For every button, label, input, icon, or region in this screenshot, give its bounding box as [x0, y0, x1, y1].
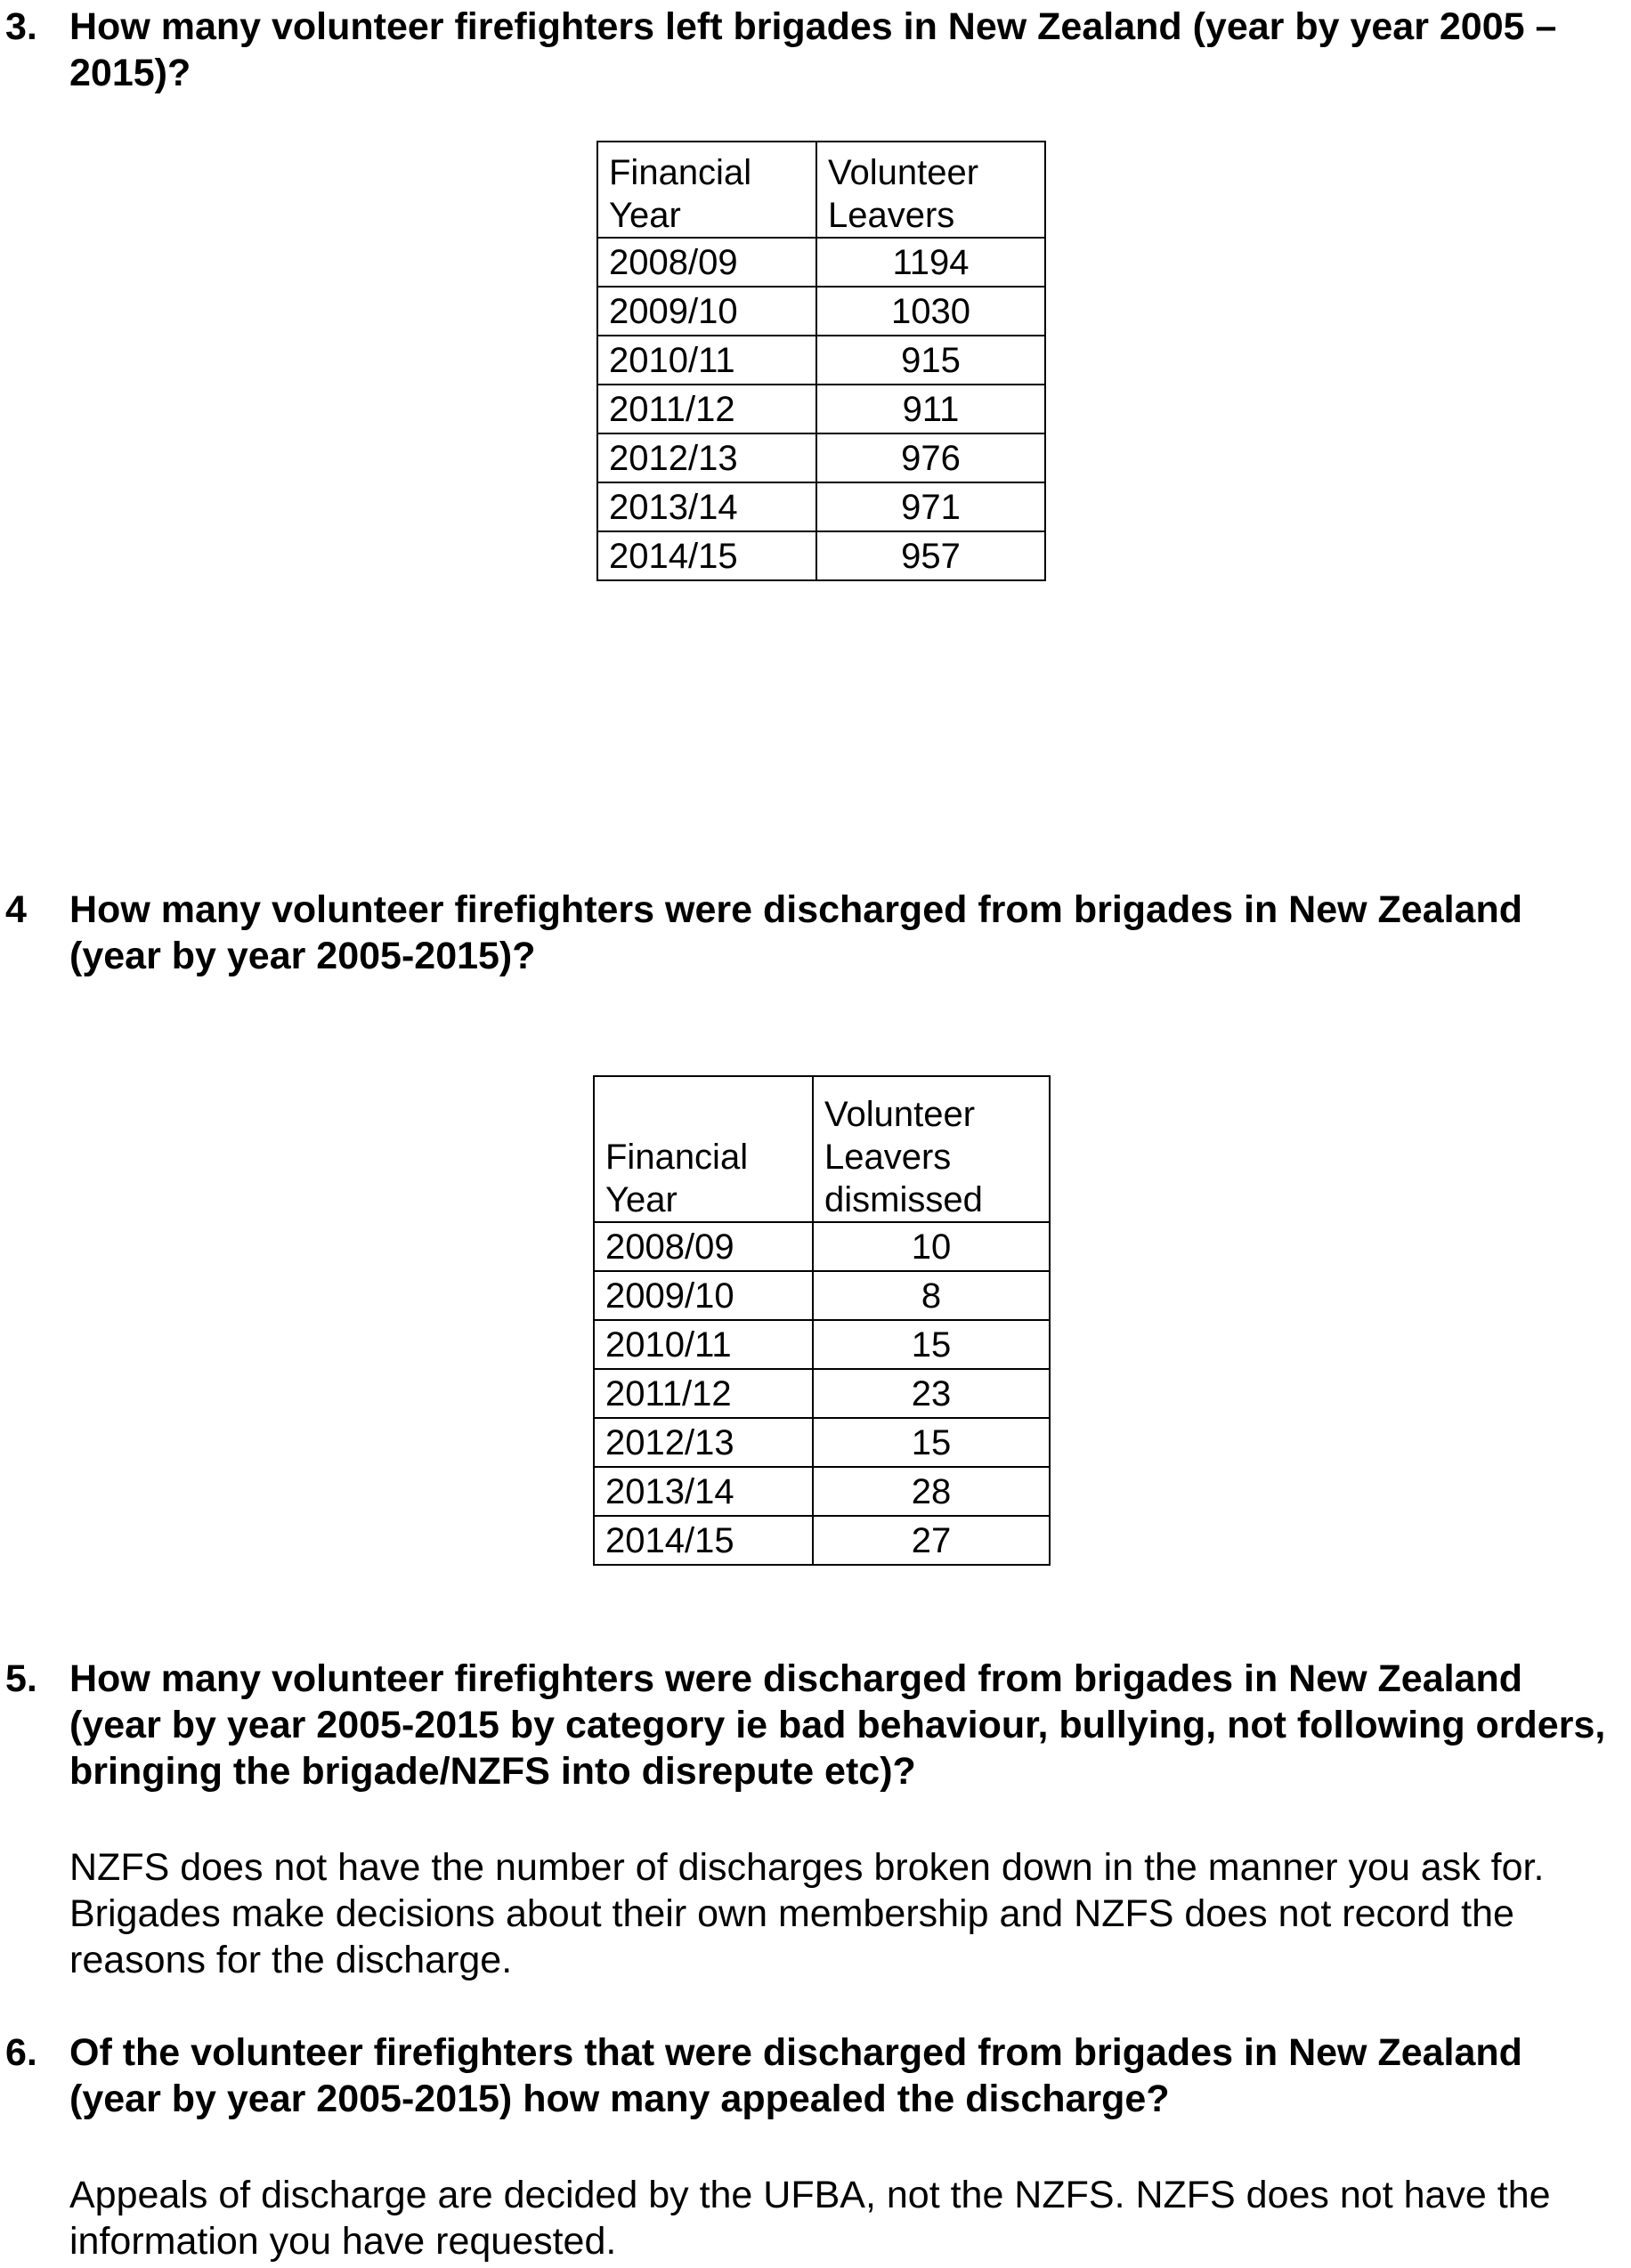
cell-value: 23: [813, 1369, 1050, 1418]
table-row: [597, 531, 1045, 580]
cell-financial-year: 2014/15: [597, 531, 816, 580]
cell-financial-year: 2010/11: [594, 1320, 813, 1369]
cell-value: 1030: [816, 287, 1045, 336]
cell-value: 976: [816, 433, 1045, 482]
cell-financial-year: 2013/14: [597, 482, 816, 531]
cell-value: 915: [816, 336, 1045, 385]
cell-financial-year: 2008/09: [594, 1222, 813, 1271]
volunteer-dismissed-table: [593, 1075, 1051, 1566]
cell-value: 27: [813, 1516, 1050, 1565]
cell-financial-year: 2010/11: [597, 336, 816, 385]
table-row: [597, 238, 1045, 287]
cell-value: 15: [813, 1320, 1050, 1369]
question-6-text: Of the volunteer firefighters that were discharged from brigades in New Zealand (year by year 2005-2015) how many appealed the discharge?: [69, 2031, 1522, 2120]
question-5-text: How many volunteer firefighters were discharged from brigades in New Zealand (year by year 2005-2015 by category ie bad behaviour, bullying, not following orders, bringing the brigade/NZFS into disrepute etc)?: [69, 1657, 1606, 1793]
question-6-number: 6.: [5, 2031, 37, 2074]
table-row: [597, 385, 1045, 433]
col-header-volunteer-leavers: Volunteer Leavers: [816, 142, 1045, 238]
cell-value: 957: [816, 531, 1045, 580]
cell-financial-year: 2008/09: [597, 238, 816, 287]
cell-value: 10: [813, 1222, 1050, 1271]
table-row: [594, 1467, 1050, 1516]
col-header-financial-year: Financial Year: [597, 142, 816, 238]
cell-value: 971: [816, 482, 1045, 531]
cell-financial-year: 2009/10: [597, 287, 816, 336]
question-3-text: How many volunteer firefighters left brigades in New Zealand (year by year 2005 – 2015)?: [69, 5, 1557, 94]
col-header-financial-year: Financial Year: [594, 1076, 813, 1222]
cell-financial-year: 2013/14: [594, 1467, 813, 1516]
answer-5: NZFS does not have the number of discharges broken down in the manner you ask for. Brigades make decisions about their own membership and NZFS does not record the reasons for the discharge.: [69, 1846, 1545, 1981]
col-header-volunteer-leavers-dismissed: Volunteer Leavers dismissed: [813, 1076, 1050, 1222]
cell-financial-year: 2009/10: [594, 1271, 813, 1320]
table-row: [597, 433, 1045, 482]
table-row: [594, 1516, 1050, 1565]
cell-value: 1194: [816, 238, 1045, 287]
table-row: [594, 1369, 1050, 1418]
table-header-row: [597, 142, 1045, 238]
table-row: [597, 336, 1045, 385]
table-header-row: [594, 1076, 1050, 1222]
table-row: [594, 1320, 1050, 1369]
table-row: [594, 1222, 1050, 1271]
cell-financial-year: 2012/13: [597, 433, 816, 482]
cell-value: 911: [816, 385, 1045, 433]
cell-value: 8: [813, 1271, 1050, 1320]
table-row: [594, 1418, 1050, 1467]
table-row: [594, 1271, 1050, 1320]
question-5-number: 5.: [5, 1657, 37, 1700]
cell-financial-year: 2011/12: [594, 1369, 813, 1418]
question-4-number: 4: [5, 888, 27, 931]
cell-value: 15: [813, 1418, 1050, 1467]
answer-6: Appeals of discharge are decided by the UFBA, not the NZFS. NZFS does not have the information you have requested.: [69, 2174, 1551, 2263]
cell-financial-year: 2011/12: [597, 385, 816, 433]
question-4-text: How many volunteer firefighters were discharged from brigades in New Zealand (year by year 2005-2015)?: [69, 888, 1523, 977]
table-row: [597, 287, 1045, 336]
cell-financial-year: 2014/15: [594, 1516, 813, 1565]
cell-financial-year: 2012/13: [594, 1418, 813, 1467]
table-row: [597, 482, 1045, 531]
volunteer-leavers-table: [596, 141, 1046, 581]
question-3-number: 3.: [5, 5, 37, 48]
cell-value: 28: [813, 1467, 1050, 1516]
